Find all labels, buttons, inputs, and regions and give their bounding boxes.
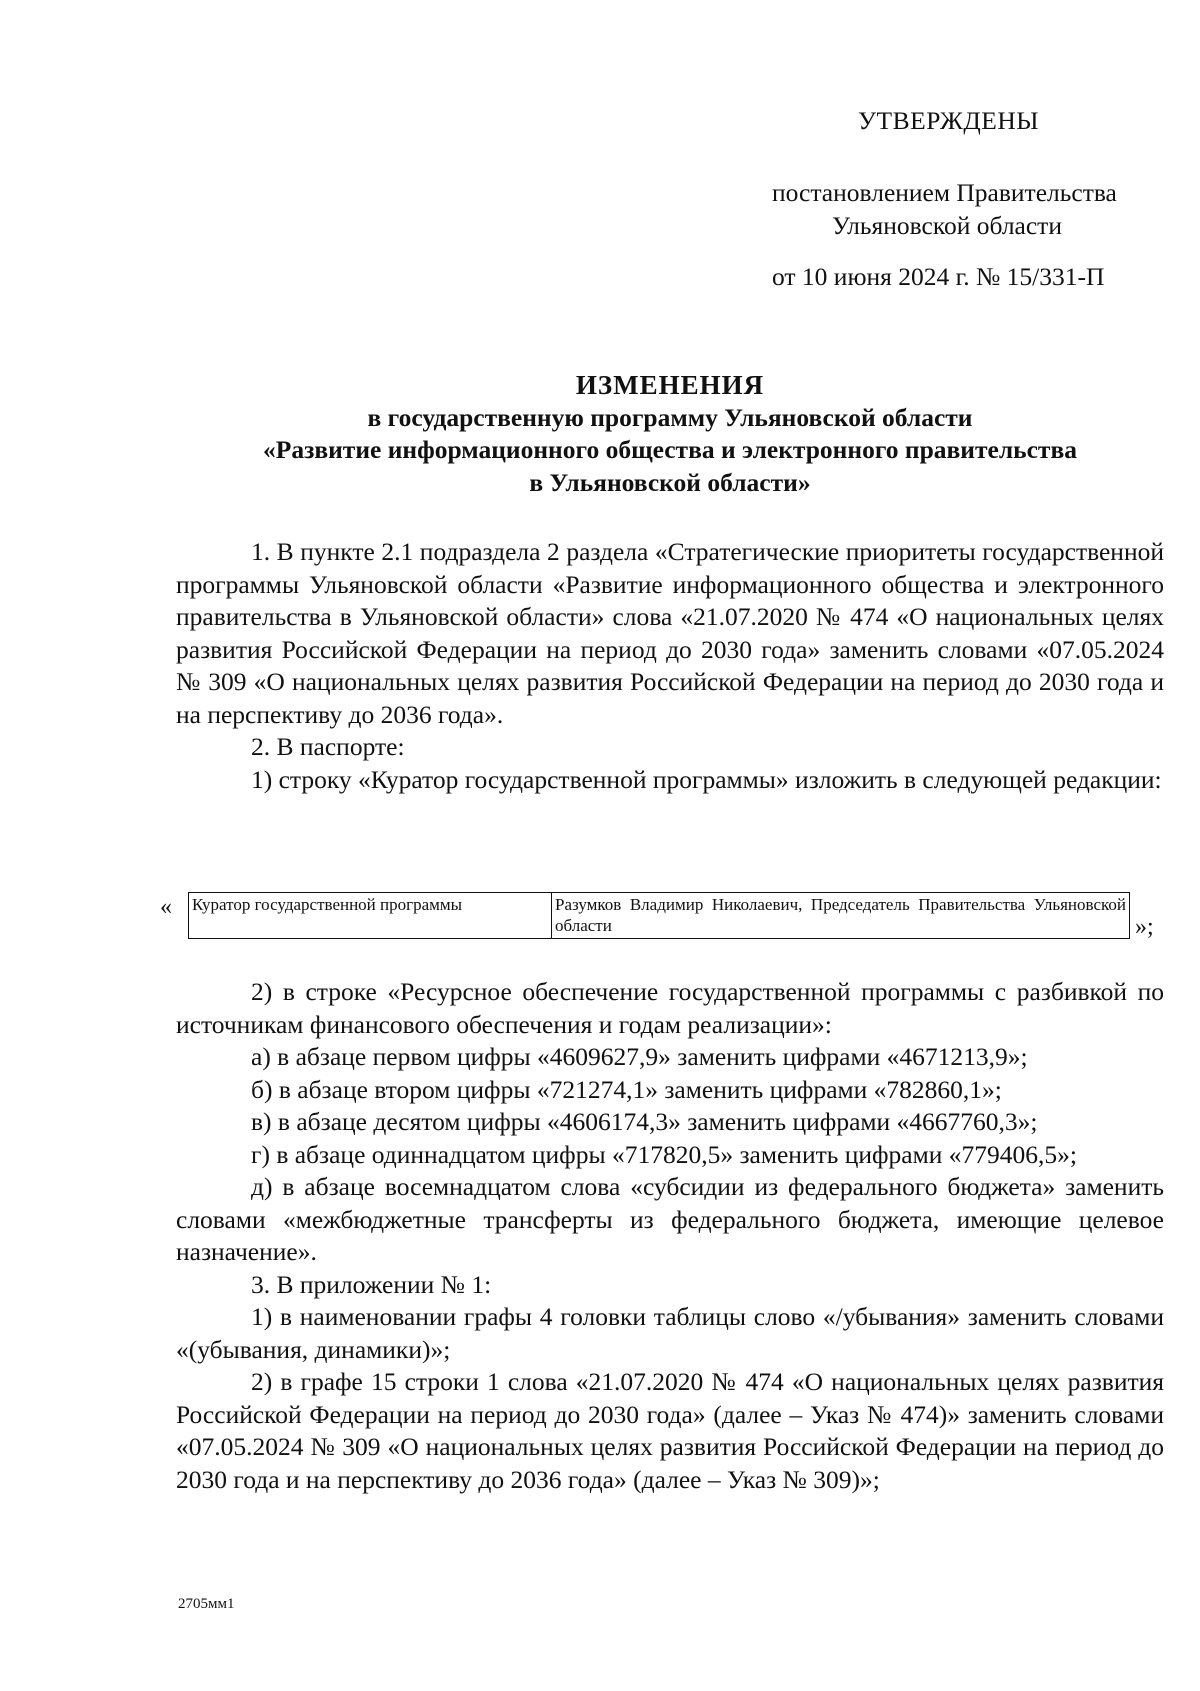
paragraph: 1. В пункте 2.1 подраздела 2 раздела «Стратегические приоритеты государственной программы Ульяновской области «Развитие информационного общества и электронного правительства в Ульяновской области» слова «21.07.2020 № 474 «О национальных целях развития Российской Федерации на период до 2030 года» заменить словами «07.05.2024 № 309 «О национальных целях развития Российской Федерации на период до 2030 года и на перспективу до 2036 года». (176, 537, 1164, 729)
approval-by-line-2: Ульяновской области (832, 211, 1062, 240)
close-quote: »; (1135, 914, 1154, 940)
curator-value-cell: Разумков Владимир Николаевич, Председатель Правительства Ульяновской области (552, 893, 1130, 939)
body-part-1 (176, 536, 1164, 796)
paragraph: в) в абзаце десятом цифры «4606174,3» заменить цифрами «4667760,3»; (251, 1107, 1038, 1136)
title-line-1: в государственную программу Ульяновской области (367, 402, 973, 432)
curator-row (160, 892, 1170, 942)
paragraph: а) в абзаце первом цифры «4609627,9» заменить цифрами «4671213,9»; (251, 1042, 1028, 1071)
approval-by-line-1: постановлением Правительства (772, 178, 1117, 207)
document-title (170, 369, 1170, 499)
paragraph: д) в абзаце восемнадцатом слова «субсидии из федерального бюджета» заменить словами «межбюджетные трансферты из федерального бюджета, имеющие целевое назначение». (176, 1172, 1164, 1266)
open-quote: « (160, 894, 172, 920)
paragraph: 2. В паспорте: (251, 732, 405, 761)
approval-date: от 10 июня 2024 г. № 15/331-П (772, 262, 1105, 291)
paragraph: б) в абзаце втором цифры «721274,1» заменить цифрами «782860,1»; (251, 1074, 1002, 1104)
paragraph: 2) в графе 15 строки 1 слова «21.07.2020 № 474 «О национальных целях развития Российской Федерации на период до 2030 года» (далее – Указ № 474)» заменить словами «07.05.2024 № 309 «О национальных целях развития Российской Федерации на период до 2030 года и на перспективу до 2036 года» (далее – Указ № 309)»; (176, 1367, 1164, 1494)
paragraph: 2) в строке «Ресурсное обеспечение государственной программы с разбивкой по источникам финансового обеспечения и годам реализации»: (176, 977, 1164, 1039)
title-line-2: «Развитие информационного общества и электронного правительства (263, 435, 1077, 464)
curator-label-cell: Куратор государственной программы (189, 893, 552, 939)
curator-table (188, 892, 1130, 939)
paragraph: 1) в наименовании графы 4 головки таблицы слово «/убывания» заменить словами «(убывания, динамики)»; (176, 1302, 1164, 1364)
paragraph: 3. В приложении № 1: (251, 1269, 492, 1299)
body-part-2 (176, 976, 1164, 1496)
footer-code: 2705мм1 (178, 1596, 235, 1612)
approval-heading: УТВЕРЖДЕНЫ (858, 106, 1039, 135)
title-line-3: в Ульяновской области» (529, 467, 811, 497)
paragraph: г) в абзаце одиннадцатом цифры «717820,5» заменить цифрами «779406,5»; (251, 1139, 1077, 1169)
table-row (189, 893, 1130, 939)
title-main: ИЗМЕНЕНИЯ (575, 370, 765, 400)
paragraph: 1) строку «Куратор государственной программы» изложить в следующей редакции: (251, 764, 1162, 794)
